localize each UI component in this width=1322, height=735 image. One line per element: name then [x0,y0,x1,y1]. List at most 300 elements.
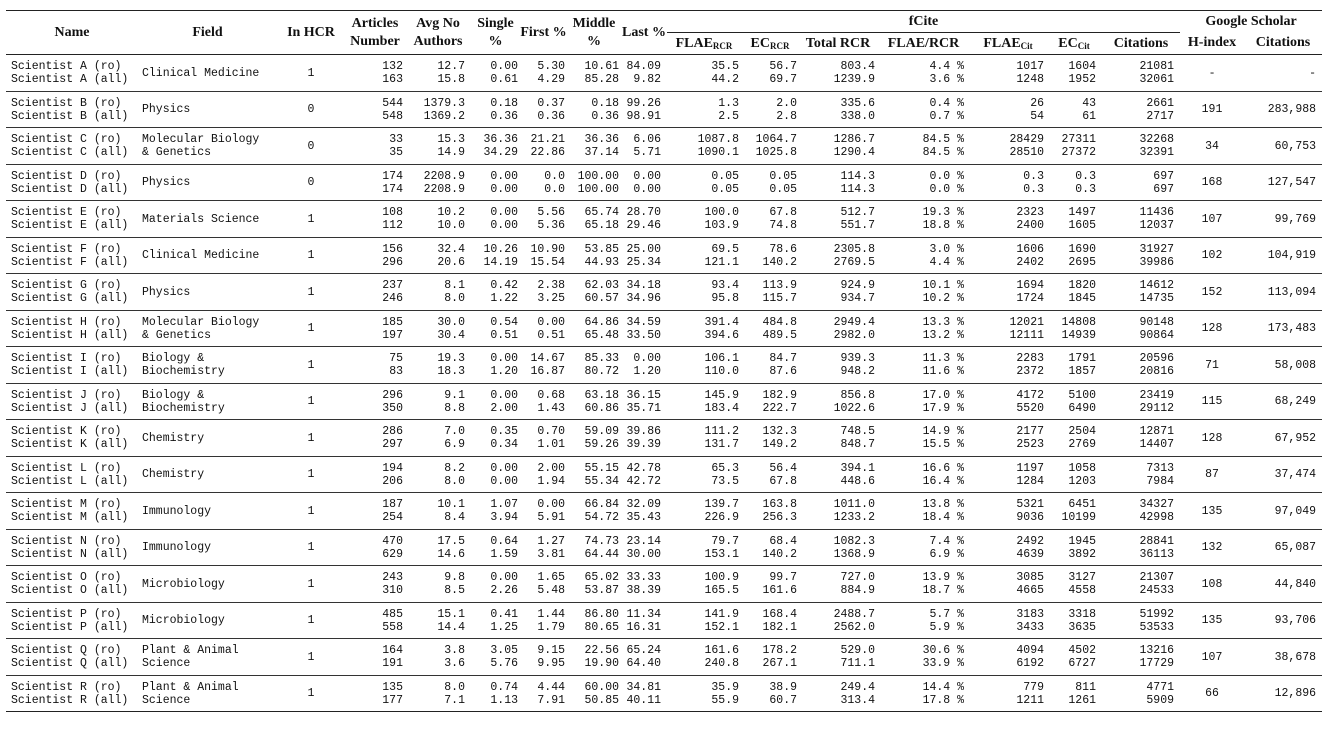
flae-over-rcr-cell [877,91,970,128]
single-cell [471,201,520,238]
ec-rcr-cell [741,602,799,639]
flae-over-rcr-cell-all: 17.8 % [922,693,964,707]
fcite-citations-cell-ro: 21081 [1139,60,1175,74]
h-index-cell: 107 [1201,212,1223,226]
flae-rcr-cell-all: 0.05 [711,182,739,196]
last-cell [621,310,667,347]
articles-cell-all: 629 [382,547,403,561]
flae-rcr-cell [667,566,741,603]
flae-over-rcr-cell [877,493,970,530]
last-cell-ro: 65.24 [626,644,661,658]
name-cell [6,274,138,311]
h-index-cell: 135 [1201,504,1223,518]
middle-cell-all: 100.00 [577,182,619,196]
articles-cell-all: 350 [382,401,403,415]
middle-cell-all: 85.28 [584,73,619,87]
avg-authors-cell-ro: 12.7 [437,60,465,74]
middle-cell [567,566,621,603]
fcite-citations-cell [1102,347,1180,384]
table-row [6,201,1322,238]
field-line: Biology & [142,352,205,366]
first-cell-all: 1.01 [537,438,565,452]
header-google-scholar-group: Google Scholar [1205,13,1297,29]
flae-cit-cell-ro: 1017 [1016,60,1044,74]
table-row [6,237,1322,274]
flae-rcr-cell-ro: 0.05 [711,169,739,183]
ec-cit-cell-all: 3892 [1068,547,1096,561]
last-cell [621,347,667,384]
flae-over-rcr-cell [877,456,970,493]
avg-authors-cell-all: 8.8 [444,401,465,415]
middle-cell [567,602,621,639]
avg-authors-cell-all: 2208.9 [423,182,465,196]
total-rcr-cell [799,347,877,384]
ec-rcr-cell [741,456,799,493]
total-rcr-cell [799,566,877,603]
avg-authors-cell-all: 8.4 [444,511,465,525]
fcite-citations-cell-ro: 12871 [1139,425,1175,439]
middle-cell [567,274,621,311]
avg-authors-cell-all: 14.4 [437,620,465,634]
ec-cit-cell [1046,347,1102,384]
total-rcr-cell-all: 711.1 [840,657,875,671]
total-rcr-cell-all: 551.7 [840,219,875,233]
ec-cit-cell-ro: 811 [1075,680,1096,694]
last-cell-ro: 36.15 [626,388,661,402]
fcite-citations-cell-all: 42998 [1139,511,1175,525]
field-cell [138,602,277,639]
articles-cell-all: 296 [382,255,403,269]
flae-over-rcr-cell-all: 11.6 % [922,365,964,379]
avg-authors-cell-ro: 10.1 [437,498,465,512]
table-row [6,602,1322,639]
flae-cit-cell-ro: 2323 [1016,206,1044,220]
first-cell-all: 22.86 [530,146,565,160]
h-index-cell: 128 [1201,322,1223,336]
flae-rcr-cell [667,237,741,274]
fcite-citations-cell-ro: 2661 [1146,96,1175,110]
flae-rcr-cell-all: 73.5 [711,474,739,488]
name-all: Scientist P (all) [11,620,129,634]
single-cell [471,383,520,420]
flae-cit-cell [970,493,1046,530]
ec-rcr-cell-ro: 67.8 [769,206,797,220]
articles-cell [345,201,405,238]
middle-cell-ro: 0.18 [591,96,619,110]
articles-cell-all: 35 [389,146,403,160]
single-cell-all: 0.34 [490,438,518,452]
ec-rcr-cell [741,128,799,165]
flae-cit-cell [970,91,1046,128]
flae-cit-cell-all: 28510 [1009,146,1044,160]
name-cell [6,237,138,274]
in-hcr-cell: 1 [307,614,315,628]
middle-cell-ro: 100.00 [577,169,619,183]
middle-cell [567,639,621,676]
articles-cell-all: 83 [389,365,403,379]
avg-authors-cell-ro: 3.8 [444,644,465,658]
flae-over-rcr-cell [877,639,970,676]
flae-rcr-cell-all: 226.9 [704,511,739,525]
avg-authors-cell-all: 1369.2 [423,109,465,123]
last-cell [621,493,667,530]
fcite-citations-cell-all: 24533 [1139,584,1175,598]
fcite-citations-cell-all: 14735 [1139,292,1175,306]
avg-authors-cell-all: 7.1 [444,693,465,707]
name-cell [6,639,138,676]
avg-authors-cell [405,529,471,566]
fcite-citations-cell-ro: 13216 [1139,644,1175,658]
first-cell-all: 5.91 [537,511,565,525]
in-hcr-cell: 0 [307,103,315,117]
avg-authors-cell-ro: 32.4 [437,242,465,256]
first-cell [520,274,567,311]
last-cell-all: 42.72 [626,474,661,488]
flae-cit-cell [970,128,1046,165]
avg-authors-cell-ro: 1379.3 [423,96,465,110]
last-cell-all: 29.46 [626,219,661,233]
flae-cit-cell-all: 6192 [1016,657,1044,671]
flae-rcr-cell [667,201,741,238]
avg-authors-cell [405,383,471,420]
single-cell-ro: 0.00 [490,352,518,366]
h-index-cell: 128 [1201,431,1223,445]
h-index-cell: 168 [1201,176,1223,190]
articles-cell [345,347,405,384]
fcite-citations-cell-all: 20816 [1139,365,1175,379]
articles-cell-all: 297 [382,438,403,452]
middle-cell [567,420,621,457]
last-cell-all: 30.00 [626,547,661,561]
flae-cit-cell [970,164,1046,201]
header-fcite-citations: Citations [1102,33,1180,55]
articles-cell-ro: 286 [382,425,403,439]
middle-cell [567,310,621,347]
middle-cell-all: 44.93 [584,255,619,269]
header-flae-cit: $FLAE_{Cit}$ [970,33,1046,55]
articles-cell-all: 191 [382,657,403,671]
flae-cit-cell [970,55,1046,92]
articles-cell [345,128,405,165]
ec-cit-cell-all: 27372 [1061,146,1096,160]
flae-cit-cell-all: 1248 [1016,73,1044,87]
last-cell-all: 9.82 [633,73,661,87]
middle-cell-ro: 74.73 [584,534,619,548]
table-row [6,347,1322,384]
last-cell-all: 40.11 [626,693,661,707]
flae-rcr-cell-ro: 35.9 [711,680,739,694]
first-cell [520,55,567,92]
articles-cell-ro: 108 [382,206,403,220]
fcite-citations-cell [1102,566,1180,603]
ec-rcr-cell [741,493,799,530]
fcite-citations-cell [1102,201,1180,238]
flae-rcr-cell-ro: 391.4 [704,315,739,329]
flae-rcr-cell-all: 95.8 [711,292,739,306]
last-cell-ro: 39.86 [626,425,661,439]
middle-cell-all: 50.85 [584,693,619,707]
last-cell-ro: 25.00 [626,242,661,256]
name-all: Scientist H (all) [11,328,129,342]
middle-cell-all: 60.86 [584,401,619,415]
field-line: Microbiology [142,577,225,591]
fcite-citations-cell [1102,91,1180,128]
ec-cit-cell-all: 1845 [1068,292,1096,306]
avg-authors-cell-all: 10.0 [437,219,465,233]
gs-citations-cell: 65,087 [1274,541,1317,555]
avg-authors-cell-ro: 19.3 [437,352,465,366]
name-cell [6,602,138,639]
flae-rcr-cell-ro: 65.3 [711,461,739,475]
avg-authors-cell-ro: 15.3 [437,133,465,147]
name-all: Scientist G (all) [11,292,129,306]
ec-rcr-cell [741,566,799,603]
table-row [6,310,1322,347]
avg-authors-cell-all: 20.6 [437,255,465,269]
flae-cit-cell-all: 3433 [1016,620,1044,634]
flae-rcr-cell-ro: 141.9 [704,607,739,621]
single-cell-ro: 0.00 [490,571,518,585]
single-cell-ro: 1.07 [490,498,518,512]
flae-over-rcr-cell-all: 15.5 % [922,438,964,452]
first-cell-ro: 0.70 [537,425,565,439]
articles-cell-ro: 185 [382,315,403,329]
total-rcr-cell-all: 114.3 [840,182,875,196]
flae-over-rcr-cell [877,310,970,347]
table-row [6,529,1322,566]
fcite-citations-cell-ro: 697 [1153,169,1175,183]
field-line: Plant & Animal [142,644,239,658]
flae-over-rcr-cell-ro: 13.3 % [922,315,964,329]
field-line: Biochemistry [142,401,225,415]
flae-rcr-cell-all: 394.6 [704,328,739,342]
last-cell-all: 35.71 [626,401,661,415]
first-cell-all: 5.36 [537,219,565,233]
ec-cit-cell [1046,55,1102,92]
single-cell [471,310,520,347]
last-cell-ro: 0.00 [633,352,661,366]
flae-rcr-cell-ro: 100.0 [704,206,739,220]
total-rcr-cell-ro: 939.3 [840,352,875,366]
name-ro: Scientist F (ro) [11,242,122,256]
in-hcr-cell: 1 [307,650,315,664]
ec-rcr-cell-ro: 1064.7 [755,133,797,147]
single-cell-all: 0.61 [490,73,518,87]
flae-over-rcr-cell-all: 84.5 % [922,146,964,160]
ec-cit-cell-ro: 1820 [1068,279,1096,293]
flae-cit-cell [970,566,1046,603]
last-cell [621,164,667,201]
h-index-cell: - [1208,66,1216,80]
flae-over-rcr-cell-all: 3.6 % [929,73,964,87]
first-cell [520,566,567,603]
single-cell-all: 3.94 [490,511,518,525]
first-cell-ro: 0.0 [544,169,565,183]
total-rcr-cell-ro: 2488.7 [833,607,875,621]
ec-cit-cell-ro: 1791 [1068,352,1096,366]
table-body [6,55,1322,712]
in-hcr-cell: 1 [307,468,315,482]
table-row [6,420,1322,457]
first-cell-ro: 5.30 [537,60,565,74]
flae-rcr-cell [667,128,741,165]
name-cell [6,55,138,92]
articles-cell-all: 548 [382,109,403,123]
last-cell-ro: 6.06 [633,133,661,147]
table-row [6,91,1322,128]
last-cell-all: 35.43 [626,511,661,525]
avg-authors-cell [405,128,471,165]
flae-over-rcr-cell-ro: 13.9 % [922,571,964,585]
flae-cit-cell-all: 9036 [1016,511,1044,525]
field-cell [138,456,277,493]
ec-rcr-cell [741,383,799,420]
ec-cit-cell-all: 1857 [1068,365,1096,379]
total-rcr-cell-all: 448.6 [840,474,875,488]
avg-authors-cell [405,639,471,676]
ec-rcr-cell-ro: 168.4 [762,607,797,621]
flae-over-rcr-cell-ro: 19.3 % [922,206,964,220]
first-cell-all: 0.51 [537,328,565,342]
ec-cit-cell-ro: 14808 [1061,315,1096,329]
last-cell-all: 33.50 [626,328,661,342]
articles-cell [345,237,405,274]
ec-rcr-cell-ro: 182.9 [762,388,797,402]
table-header [6,11,1322,55]
flae-over-rcr-cell-ro: 16.6 % [922,461,964,475]
flae-cit-cell-ro: 5321 [1016,498,1044,512]
flae-rcr-cell-all: 240.8 [704,657,739,671]
table-row [6,274,1322,311]
flae-cit-cell-ro: 3183 [1016,607,1044,621]
fcite-citations-cell-ro: 32268 [1139,133,1175,147]
articles-cell-all: 254 [382,511,403,525]
middle-cell [567,91,621,128]
last-cell-ro: 34.18 [626,279,661,293]
field-line: Materials Science [142,212,260,226]
in-hcr-cell: 1 [307,249,315,263]
last-cell-ro: 34.59 [626,315,661,329]
flae-over-rcr-cell-ro: 30.6 % [922,644,964,658]
flae-over-rcr-cell [877,237,970,274]
single-cell-ro: 0.00 [490,169,518,183]
ec-rcr-cell-all: 60.7 [769,693,797,707]
ec-cit-cell-ro: 2504 [1068,425,1096,439]
single-cell-all: 2.00 [490,401,518,415]
ec-rcr-cell-ro: 68.4 [769,534,797,548]
fcite-citations-cell [1102,639,1180,676]
total-rcr-cell [799,383,877,420]
field-line: Science [142,693,191,707]
middle-cell-ro: 65.02 [584,571,619,585]
single-cell-ro: 36.36 [483,133,518,147]
field-cell [138,566,277,603]
middle-cell [567,237,621,274]
total-rcr-cell-ro: 727.0 [840,571,875,585]
articles-cell-ro: 243 [382,571,403,585]
flae-rcr-cell [667,639,741,676]
ec-cit-cell-ro: 3318 [1068,607,1096,621]
total-rcr-cell [799,456,877,493]
last-cell [621,602,667,639]
first-cell-ro: 2.38 [537,279,565,293]
first-cell-ro: 10.90 [530,242,565,256]
name-ro: Scientist M (ro) [11,498,122,512]
header-gs-citations: Citations [1244,33,1322,55]
flae-rcr-cell-ro: 145.9 [704,388,739,402]
fcite-citations-cell-ro: 90148 [1139,315,1175,329]
ec-rcr-cell-ro: 2.0 [776,96,797,110]
ec-cit-cell-all: 14939 [1061,328,1096,342]
fcite-citations-cell [1102,237,1180,274]
flae-over-rcr-cell-ro: 4.4 % [929,60,964,74]
articles-cell-ro: 544 [382,96,403,110]
flae-cit-cell-all: 5520 [1016,401,1044,415]
gs-citations-cell: 93,706 [1274,614,1317,628]
header-ec-cit: $EC_{Cit}$ [1046,33,1102,55]
articles-cell [345,456,405,493]
ec-cit-cell [1046,602,1102,639]
total-rcr-cell [799,639,877,676]
ec-cit-cell-all: 6727 [1068,657,1096,671]
avg-authors-cell [405,164,471,201]
total-rcr-cell [799,602,877,639]
fcite-citations-cell-ro: 51992 [1139,607,1175,621]
flae-rcr-cell-all: 152.1 [704,620,739,634]
ec-rcr-cell-all: 2.8 [776,109,797,123]
first-cell-all: 16.87 [530,365,565,379]
field-line: Microbiology [142,614,225,628]
single-cell [471,639,520,676]
total-rcr-cell-ro: 2949.4 [833,315,875,329]
single-cell [471,456,520,493]
gs-citations-cell: 37,474 [1274,468,1317,482]
ec-cit-cell-all: 6490 [1068,401,1096,415]
avg-authors-cell-ro: 8.0 [444,680,465,694]
flae-cit-cell-ro: 2492 [1016,534,1044,548]
ec-cit-cell-ro: 1058 [1068,461,1096,475]
flae-over-rcr-cell [877,347,970,384]
avg-authors-cell [405,55,471,92]
first-cell-ro: 0.37 [537,96,565,110]
avg-authors-cell [405,91,471,128]
flae-rcr-cell-all: 110.0 [704,365,739,379]
ec-cit-cell-all: 10199 [1061,511,1096,525]
total-rcr-cell-all: 1368.9 [833,547,875,561]
last-cell-ro: 0.00 [633,169,661,183]
middle-cell [567,456,621,493]
single-cell-all: 0.36 [490,109,518,123]
single-cell [471,602,520,639]
single-cell [471,128,520,165]
in-hcr-cell: 1 [307,541,315,555]
first-cell-all: 15.54 [530,255,565,269]
middle-cell-all: 55.34 [584,474,619,488]
first-cell [520,383,567,420]
flae-rcr-cell [667,164,741,201]
fcite-citations-cell [1102,529,1180,566]
name-ro: Scientist B (ro) [11,96,122,110]
field-cell [138,201,277,238]
single-cell [471,420,520,457]
first-cell-all: 0.36 [537,109,565,123]
avg-authors-cell-ro: 9.8 [444,571,465,585]
avg-authors-cell [405,420,471,457]
single-cell-ro: 3.05 [490,644,518,658]
h-index-cell: 71 [1205,358,1219,372]
articles-cell [345,274,405,311]
name-all: Scientist B (all) [11,109,129,123]
